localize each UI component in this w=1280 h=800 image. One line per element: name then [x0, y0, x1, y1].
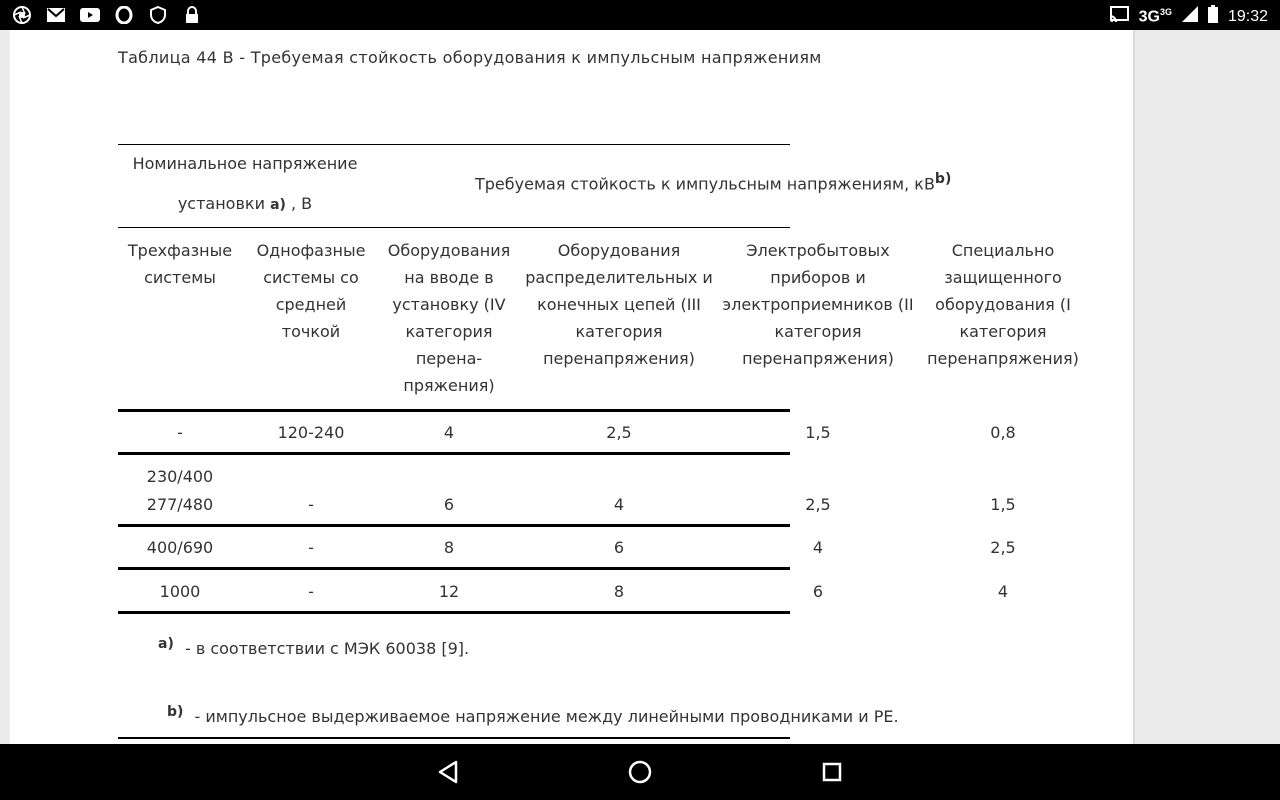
table-cell: - [308, 538, 314, 557]
footnote-mark-a: a) [270, 197, 286, 213]
table-cell: 6 [812, 582, 824, 601]
home-icon[interactable] [626, 758, 654, 786]
footnote-b-mark: b) [167, 704, 184, 720]
footnote-b-text: - импульсное выдерживаемое напряжение между линейными проводниками и PE. [194, 707, 899, 727]
table-cell: 4 [613, 495, 625, 514]
clock: 19:32 [1227, 7, 1268, 25]
table-cell: 230/400 [146, 467, 214, 486]
table-cell: 4 [812, 538, 824, 557]
status-right [1109, 5, 1268, 28]
battery-icon [1208, 5, 1218, 28]
table-cell: 120-240 [277, 423, 345, 442]
table-cell: 12 [438, 582, 460, 601]
lock-icon [182, 5, 202, 25]
opera-icon [114, 5, 134, 25]
row-rule [118, 452, 790, 455]
table-cell: 4 [443, 423, 455, 442]
camera-shutter-icon [12, 5, 32, 25]
footer-rule [118, 737, 790, 739]
header-nominal [120, 154, 370, 215]
gmail-icon [46, 5, 66, 25]
table-cell: 277/480 [146, 495, 214, 514]
header-nominal-unit: , В [285, 194, 313, 213]
youtube-icon [80, 5, 100, 25]
table-cell: 0,8 [990, 423, 1016, 442]
footnote-a [158, 636, 469, 658]
col-header-cat-iv: Оборудования на вводе в установку (IV категория перена-пряжения) [387, 241, 511, 395]
table-top-rule [118, 144, 790, 145]
signal-icon [1182, 6, 1198, 27]
cast-icon [1109, 6, 1129, 27]
table-cell: 2,5 [805, 495, 831, 514]
table-cell: 400/690 [146, 538, 214, 557]
header-nominal-line1: Номинальное напряжение [132, 154, 358, 173]
shield-icon [148, 5, 168, 25]
table-cell: 6 [443, 495, 455, 514]
recents-icon[interactable] [818, 758, 846, 786]
status-bar [0, 0, 1280, 30]
table-cell: 8 [613, 582, 625, 601]
col-header-cat-iii: Оборудования распределительных и конечных цепей (III категория перенапряжения) [525, 241, 713, 368]
table-caption: Таблица 44 В - Требуемая стойкость оборудования к импульсным напряжениям [118, 48, 822, 67]
table-cell: 1,5 [805, 423, 831, 442]
table-cell: - [308, 582, 314, 601]
notification-icons [12, 5, 202, 25]
table-cell: - [177, 423, 183, 442]
col-header-cat-i: Специально защищенного оборудования (I категория перенапряжения) [927, 241, 1079, 368]
document-page[interactable] [10, 30, 1133, 744]
table-cell: 2,5 [606, 423, 632, 442]
navigation-bar [0, 744, 1280, 800]
table-cell: - [308, 495, 314, 514]
table-cell: 4 [997, 582, 1009, 601]
columns-rule [118, 409, 790, 412]
footnote-b [167, 704, 899, 726]
col-header-single-phase: Однофазные системы со средней точкой [256, 241, 366, 341]
footnote-a-text: - в соответствии с МЭК 60038 [9]. [184, 639, 470, 659]
table-bottom-rule [118, 611, 790, 614]
header-rule [118, 227, 790, 228]
table-cell: 2,5 [990, 538, 1016, 557]
header-nominal-line2 [120, 194, 370, 215]
table-cell: 1000 [159, 582, 201, 601]
row-rule [118, 524, 790, 527]
table-cell: 6 [613, 538, 625, 557]
header-nominal-text: установки [177, 194, 265, 213]
table-cell: 8 [443, 538, 455, 557]
network-type: $3G^{3G}$ [1138, 6, 1172, 26]
row-rule [118, 567, 790, 570]
header-required-text: Требуемая стойкость к импульсным напряжениям, кВ [475, 174, 935, 194]
header-required [475, 166, 995, 197]
right-side-panel [1133, 30, 1280, 744]
back-icon[interactable] [434, 758, 462, 786]
col-header-three-phase: Трехфазные системы [127, 241, 233, 287]
col-header-cat-ii: Электробытовых приборов и электроприемников (II категория перенапряжения) [722, 241, 914, 368]
footnote-a-mark: a) [158, 636, 174, 652]
footnote-mark-b: b) [934, 171, 952, 187]
table-cell: 1,5 [990, 495, 1016, 514]
